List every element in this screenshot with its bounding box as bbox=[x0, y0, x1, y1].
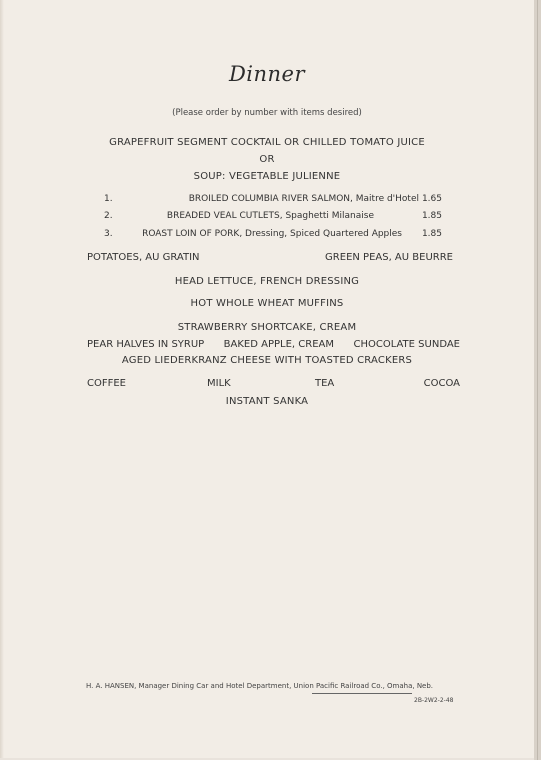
entree-item bbox=[104, 211, 444, 225]
entree-item bbox=[104, 194, 444, 208]
dessert-option: CHOCOLATE SUNDAE bbox=[353, 339, 460, 350]
beverage-item: COFFEE bbox=[87, 378, 126, 389]
page-edge-line bbox=[537, 0, 538, 760]
vegetable-peas: GREEN PEAS, AU BEURRE bbox=[325, 252, 453, 263]
dessert-option: PEAR HALVES IN SYRUP bbox=[87, 339, 205, 350]
footer-underline bbox=[312, 693, 412, 694]
beverage-item: TEA bbox=[315, 378, 335, 389]
beverage-item: MILK bbox=[207, 378, 231, 389]
menu-title: Dinner bbox=[228, 62, 306, 86]
entree-price: 1.85 bbox=[421, 211, 442, 221]
or-separator: OR bbox=[259, 154, 275, 165]
entree-name: BROILED COLUMBIA RIVER SALMON, Maitre d'Hotel bbox=[188, 194, 419, 204]
entree-name: ROAST LOIN OF PORK, Dressing, Spiced Quartered Apples bbox=[142, 229, 402, 239]
entree-number: 2. bbox=[104, 211, 113, 221]
salad-line: HEAD LETTUCE, FRENCH DRESSING bbox=[174, 276, 360, 287]
cheese-line: AGED LIEDERKRANZ CHEESE WITH TOASTED CRACKERS bbox=[121, 355, 413, 366]
footer-credit: H. A. HANSEN, Manager Dining Car and Hotel Department, Union Pacific Railroad Co., Omaha, Neb. bbox=[86, 682, 434, 690]
sanka-line: INSTANT SANKA bbox=[225, 396, 309, 407]
entree-number: 3. bbox=[104, 229, 113, 239]
form-number: 2B-2W2-2-48 bbox=[414, 697, 454, 704]
vegetable-potatoes: POTATOES, AU GRATIN bbox=[87, 252, 200, 263]
appetizer-line: GRAPEFRUIT SEGMENT COCKTAIL OR CHILLED TOMATO JUICE bbox=[109, 137, 425, 148]
order-instructions: (Please order by number with items desired) bbox=[172, 108, 362, 118]
entree-price: 1.65 bbox=[421, 194, 442, 204]
bread-line: HOT WHOLE WHEAT MUFFINS bbox=[190, 298, 344, 309]
soup-line: SOUP: VEGETABLE JULIENNE bbox=[193, 171, 341, 182]
beverage-item: COCOA bbox=[423, 378, 460, 389]
entree-item bbox=[104, 229, 444, 243]
entree-price: 1.85 bbox=[421, 229, 442, 239]
entree-name: BREADED VEAL CUTLETS, Spaghetti Milanaise bbox=[166, 211, 374, 221]
dessert-option: BAKED APPLE, CREAM bbox=[223, 339, 334, 350]
entree-number: 1. bbox=[104, 194, 113, 204]
featured-dessert-line: STRAWBERRY SHORTCAKE, CREAM bbox=[177, 322, 357, 333]
dessert-options-row bbox=[87, 339, 460, 350]
